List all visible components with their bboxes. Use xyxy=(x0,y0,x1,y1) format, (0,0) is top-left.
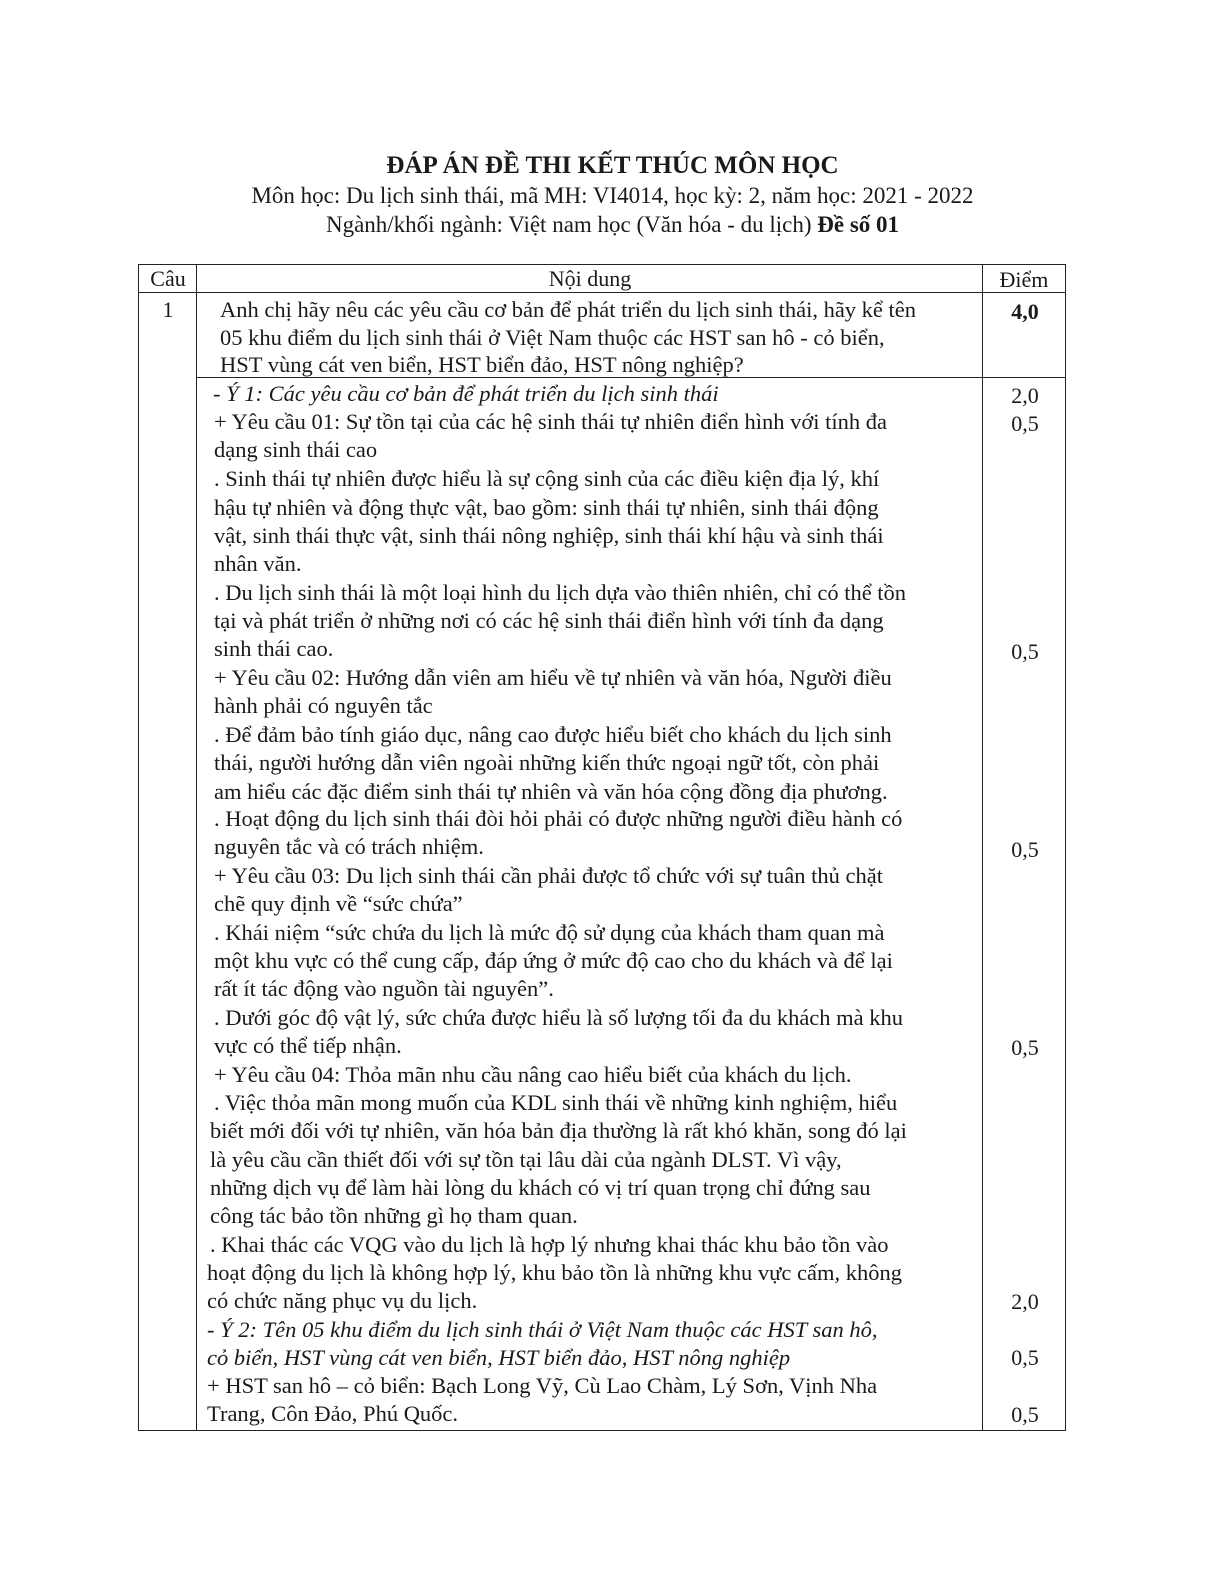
score-req4: 0,5 xyxy=(1011,1035,1039,1060)
score-y1: 2,0 xyxy=(1011,383,1039,408)
answer-line: công tác bảo tồn những gì họ tham quan. xyxy=(210,1203,578,1228)
score-y2-a: 0,5 xyxy=(1011,1345,1039,1370)
answer-line: một khu vực có thể cung cấp, đáp ứng ở mức độ cao cho du khách và để lại xyxy=(214,948,893,973)
column-divider-2 xyxy=(982,264,983,1431)
answer-line: . Khái niệm “sức chứa du lịch là mức độ sử dụng của khách tham quan mà xyxy=(214,920,885,945)
answer-line: chẽ quy định về “sức chứa” xyxy=(214,891,463,916)
question-line: Anh chị hãy nêu các yêu cầu cơ bản để phát triển du lịch sinh thái, hãy kể tên xyxy=(220,297,917,322)
answer-line: biết mới đối với tự nhiên, văn hóa bản địa thường là rất khó khăn, song đó lại xyxy=(210,1118,907,1143)
score-req3: 0,5 xyxy=(1011,837,1039,862)
answer-line: - Ý 1: Các yêu cầu cơ bản để phát triển du lịch sinh thái xyxy=(213,381,719,406)
answer-line: . Khai thác các VQG vào du lịch là hợp lý nhưng khai thác khu bảo tồn vào xyxy=(210,1232,889,1257)
answer-line: hậu tự nhiên và động thực vật, bao gồm: sinh thái tự nhiên, sinh thái động xyxy=(214,495,879,520)
answer-line: . Việc thỏa mãn mong muốn của KDL sinh thái về những kinh nghiệm, hiểu xyxy=(214,1090,898,1115)
header-content: Nội dung xyxy=(548,266,632,291)
page-title: ĐÁP ÁN ĐỀ THI KẾT THÚC MÔN HỌC xyxy=(386,152,839,179)
answer-line: nhân văn. xyxy=(214,551,302,576)
answer-line: . Hoạt động du lịch sinh thái đòi hỏi phải có được những người điều hành có xyxy=(214,806,903,831)
answer-line: cỏ biển, HST vùng cát ven biển, HST biển đảo, HST nông nghiệp xyxy=(207,1345,791,1370)
answer-line: . Sinh thái tự nhiên được hiểu là sự cộng sinh của các điều kiện địa lý, khí xyxy=(214,466,880,491)
answer-line: sinh thái cao. xyxy=(214,636,334,661)
answer-line: những dịch vụ để làm hài lòng du khách có vị trí quan trọng chỉ đứng sau xyxy=(210,1175,871,1200)
answer-line: có chức năng phục vụ du lịch. xyxy=(207,1288,478,1313)
answer-line: dạng sinh thái cao xyxy=(214,437,378,462)
answer-line: Trang, Côn Đảo, Phú Quốc. xyxy=(207,1401,459,1426)
answer-line: + Yêu cầu 01: Sự tồn tại của các hệ sinh thái tự nhiên điển hình với tính đa xyxy=(214,409,887,434)
answer-line: là yêu cầu cần thiết đối với sự tồn tại lâu dài của ngành DLST. Vì vậy, xyxy=(210,1147,842,1172)
answer-line: + Yêu cầu 02: Hướng dẫn viên am hiểu về tự nhiên và văn hóa, Người điều xyxy=(214,665,892,690)
answer-line: + Yêu cầu 04: Thỏa mãn nhu cầu nâng cao hiểu biết của khách du lịch. xyxy=(214,1062,852,1087)
score-req1: 0,5 xyxy=(1011,411,1039,436)
answer-line: - Ý 2: Tên 05 khu điểm du lịch sinh thái ở Việt Nam thuộc các HST san hô, xyxy=(207,1317,878,1342)
question-score: 4,0 xyxy=(1011,299,1039,324)
answer-line: rất ít tác động vào nguồn tài nguyên”. xyxy=(214,976,554,1001)
header-question: Câu xyxy=(150,266,186,291)
answer-line: thái, người hướng dẫn viên ngoài những kiến thức ngoại ngữ tốt, còn phải xyxy=(214,750,880,775)
answer-line: . Để đảm bảo tính giáo dục, nâng cao được hiểu biết cho khách du lịch sinh xyxy=(214,722,892,747)
header-score: Điểm xyxy=(999,267,1049,292)
exam-number: Đề số 01 xyxy=(817,212,900,237)
answer-line: am hiểu các đặc điểm sinh thái tự nhiên và văn hóa cộng đồng địa phương. xyxy=(214,779,888,804)
question-line: 05 khu điểm du lịch sinh thái ở Việt Nam thuộc các HST san hô - cỏ biển, xyxy=(220,325,885,350)
answer-line: . Dưới góc độ vật lý, sức chứa được hiểu là số lượng tối đa du khách mà khu xyxy=(214,1005,904,1030)
answer-line: tại và phát triển ở những nơi có các hệ sinh thái điển hình với tính đa dạng xyxy=(214,608,884,633)
answer-line: vật, sinh thái thực vật, sinh thái nông nghiệp, sinh thái khí hậu và sinh thái xyxy=(214,523,884,548)
answer-line: + Yêu cầu 03: Du lịch sinh thái cần phải được tổ chức với sự tuân thủ chặt xyxy=(214,863,883,888)
column-divider-1 xyxy=(196,264,197,1431)
answer-line: nguyên tắc và có trách nhiệm. xyxy=(214,834,484,859)
answer-line: + HST san hô – cỏ biển: Bạch Long Vỹ, Cù Lao Chàm, Lý Sơn, Vịnh Nha xyxy=(207,1373,878,1398)
answer-line: hành phải có nguyên tắc xyxy=(214,693,433,718)
major-line xyxy=(0,212,1225,238)
answer-line: hoạt động du lịch là không hợp lý, khu bảo tồn là những khu vực cấm, không xyxy=(207,1260,902,1285)
answer-line: vực có thể tiếp nhận. xyxy=(214,1033,402,1058)
answer-line: . Du lịch sinh thái là một loại hình du lịch dựa vào thiên nhiên, chỉ có thể tồn xyxy=(214,580,907,605)
subject-line: Môn học: Du lịch sinh thái, mã MH: VI4014, học kỳ: 2, năm học: 2021 - 2022 xyxy=(251,183,974,208)
question-line: HST vùng cát ven biển, HST biển đảo, HST nông nghiệp? xyxy=(220,352,744,377)
question-number: 1 xyxy=(162,297,174,322)
major-text: Ngành/khối ngành: Việt nam học (Văn hóa - du lịch) xyxy=(325,212,812,237)
score-y2-b: 0,5 xyxy=(1011,1402,1039,1427)
score-y2: 2,0 xyxy=(1011,1289,1039,1314)
score-req2: 0,5 xyxy=(1011,639,1039,664)
